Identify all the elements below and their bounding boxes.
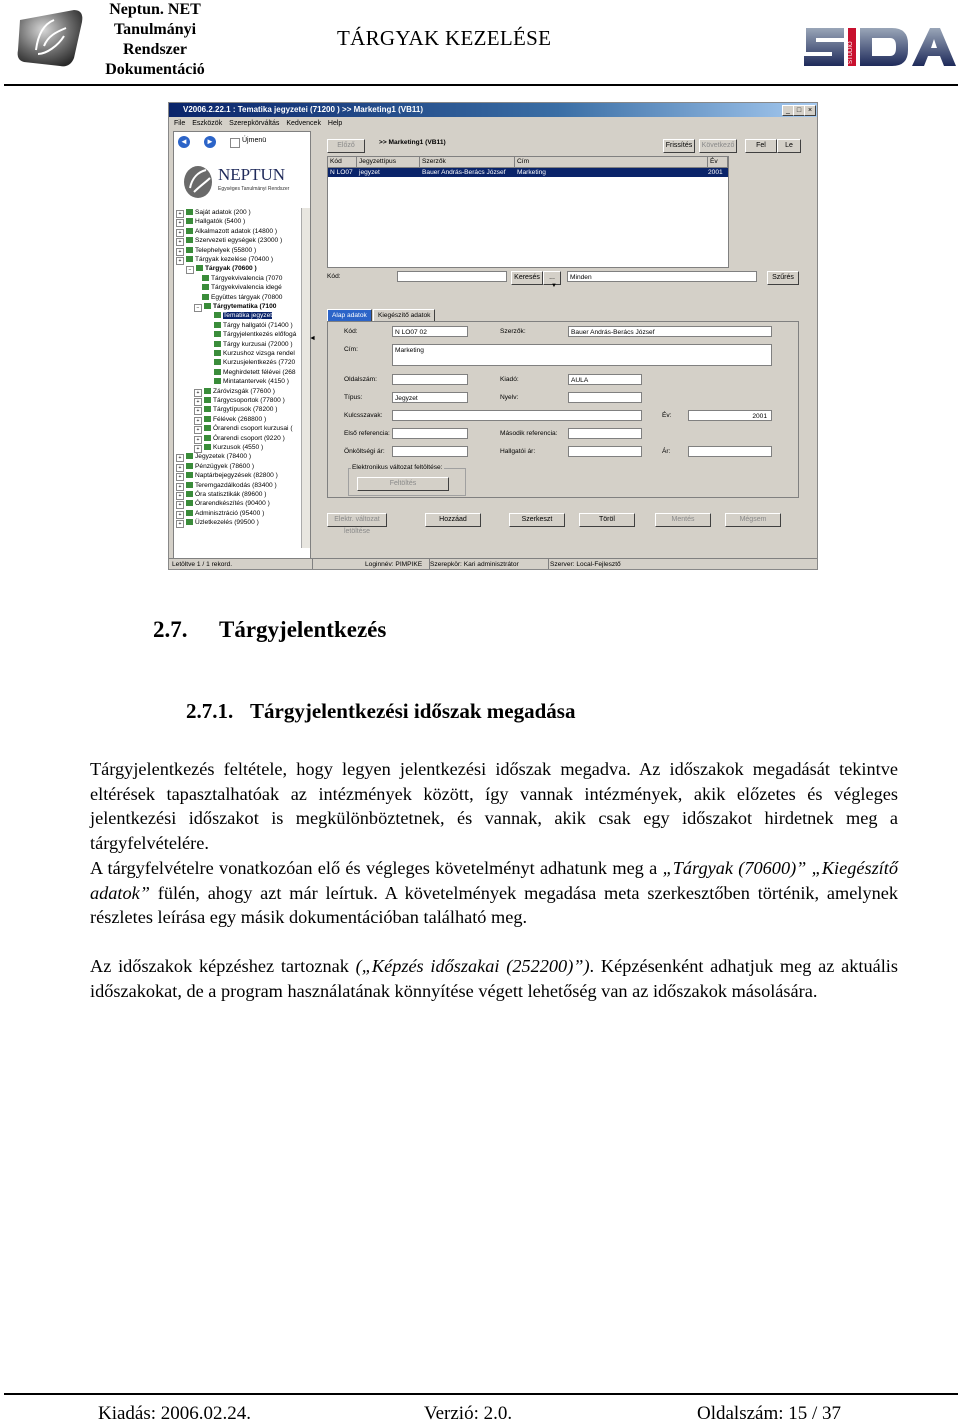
upload-groupbox <box>348 464 466 496</box>
book-icon <box>186 209 193 215</box>
collapse-arrow-icon[interactable]: ▼ <box>551 283 557 289</box>
expand-icon[interactable]: + <box>194 445 202 453</box>
window-titlebar <box>169 103 817 117</box>
menu-bar <box>169 118 817 130</box>
masodik-referencia-label: Második referencia: <box>500 430 558 437</box>
edit-button[interactable]: Szerkeszt <box>509 513 565 527</box>
splitter-arrow-icon[interactable]: ◄ <box>309 335 316 342</box>
footer-kiadas: Kiadás: 2006.02.24. <box>98 1403 252 1424</box>
cell-szerzok: Bauer András-Berács József <box>422 169 506 176</box>
tree-item-label: Tárgyekvivalencia (7070 <box>211 274 283 282</box>
maximize-button[interactable]: □ <box>793 105 805 116</box>
expand-icon[interactable]: + <box>194 436 202 444</box>
app-screenshot <box>169 103 817 569</box>
book-icon <box>204 444 211 450</box>
list-item[interactable] <box>176 518 259 528</box>
tree-item-label: Félévek (268800 ) <box>213 415 267 423</box>
ar-label: Ár: <box>662 448 671 455</box>
search-button[interactable]: Keresés <box>511 271 543 285</box>
hallgatoi-ar-label: Hallgatói ár: <box>500 448 536 455</box>
book-icon <box>202 275 209 281</box>
book-icon <box>186 500 193 506</box>
filter-input[interactable] <box>397 271 507 282</box>
paragraph-3 <box>90 954 898 1003</box>
tree-item-label: Saját adatok (200 ) <box>195 209 251 216</box>
header-line: Dokumentáció <box>105 61 205 78</box>
oldalszam-field[interactable] <box>392 374 468 385</box>
tree-item-label: Órarendkészítés (90400 ) <box>195 500 270 508</box>
collapse-icon[interactable]: − <box>186 266 194 274</box>
status-server: Szerver: Local-Fejlesztő <box>550 561 621 568</box>
paragraph-3-end: . Képzésenként adhatjuk meg az aktuális időszakokat, de a program használatának könnyítése végett lehetőség van az időszakok másolására. <box>90 956 898 1001</box>
new-menu-checkbox[interactable] <box>230 138 240 148</box>
breadcrumb: >> Marketing1 (VB11) <box>379 139 446 146</box>
book-icon <box>186 491 193 497</box>
book-icon <box>186 218 193 224</box>
onkoltsegi-ar-label: Önköltségi ár: <box>344 448 385 455</box>
expand-icon[interactable]: + <box>176 501 184 509</box>
nav-toolbar <box>176 136 306 150</box>
book-icon <box>204 397 211 403</box>
tree-item-label: Tárgyjelentkezés előfogá <box>223 331 297 339</box>
expand-icon[interactable]: + <box>176 473 184 481</box>
down-button[interactable]: Le <box>777 139 801 153</box>
save-button[interactable]: Mentés <box>655 513 711 527</box>
nyelv-select[interactable] <box>568 392 642 403</box>
cim-label: Cím: <box>344 346 358 353</box>
book-icon <box>186 228 193 234</box>
book-icon <box>202 294 209 300</box>
filter-mode-select[interactable]: Minden <box>567 271 757 282</box>
status-records: Letöltve 1 / 1 rekord. <box>169 559 313 569</box>
list-item[interactable] <box>214 340 293 349</box>
tree-item-label: Órarendi csoport (9220 ) <box>213 434 285 442</box>
list-item[interactable] <box>214 368 296 377</box>
expand-icon[interactable]: + <box>176 229 184 237</box>
expand-icon[interactable]: + <box>176 454 184 462</box>
book-icon <box>204 406 211 412</box>
grid-header-szerzok[interactable]: Szerzők <box>420 157 515 168</box>
list-item[interactable] <box>202 283 282 292</box>
expand-icon[interactable]: + <box>176 511 184 519</box>
grid-header-jegyzettipus[interactable]: Jegyzettípus <box>357 157 420 168</box>
menu-help[interactable]: Help <box>327 120 343 127</box>
filter-label: Kód: <box>327 273 341 280</box>
cell-cim: Marketing <box>517 169 546 176</box>
lookup-button[interactable]: ... <box>543 271 561 285</box>
expand-icon[interactable]: + <box>194 389 202 397</box>
paragraph-3-reference: („Képzés időszakai (252200)”) <box>355 956 590 976</box>
kod-label: Kód: <box>344 328 358 335</box>
list-item[interactable] <box>214 349 295 358</box>
tree-item-label: Tárgy hallgatói (71400 ) <box>223 321 293 329</box>
book-icon <box>214 331 221 337</box>
subsection-number: 2.7.1. <box>186 699 234 723</box>
next-button[interactable]: Következő <box>699 139 737 153</box>
header-title: TÁRGYAK KEZELÉSE <box>337 26 552 50</box>
kod-field[interactable]: N LO07 02 <box>392 326 468 337</box>
list-item[interactable] <box>202 293 282 302</box>
tree-item-label: Üzletkezelés (99500 ) <box>195 519 259 527</box>
book-icon <box>214 369 221 375</box>
ev-field[interactable]: 2001 <box>688 410 772 421</box>
nyelv-label: Nyelv: <box>500 394 519 401</box>
section-number: 2.7. <box>153 617 188 642</box>
elso-referencia-label: Első referencia: <box>344 430 390 437</box>
book-icon <box>214 378 221 384</box>
tree-item-label: Kurzushoz vizsga rendel <box>223 350 295 357</box>
cell-kod: N LO07 <box>330 169 353 176</box>
book-icon <box>204 425 211 431</box>
expand-icon[interactable]: + <box>176 492 184 500</box>
list-item[interactable] <box>214 330 296 339</box>
neptun-logo-subtitle: Egységes Tanulmányi Rendszer <box>218 186 290 192</box>
book-icon <box>186 463 193 469</box>
book-icon <box>186 482 193 488</box>
footer-oldalszam: Oldalszám: 15 / 37 <box>697 1403 842 1424</box>
footer-divider <box>4 1393 958 1395</box>
expand-icon[interactable]: + <box>194 417 202 425</box>
tree-item-label: Meghirdetett félévei (268 <box>223 368 296 376</box>
list-item[interactable] <box>214 311 272 320</box>
tree-item-label: Hallgatók (5400 ) <box>195 218 246 226</box>
paragraph-1-text: Tárgyjelentkezés feltétele, hogy legyen jelentkezési időszak megadva. Az időszakok megadását tekintve eltérések tapasztalhatóak az intézmények között, így vannak intézmények, akik előzetes és végleges jelentkezési időszakot is megkülönböztetnek, és vannak, akik csak egy időszakot hirdetnek meg a tárgyfelvételére. <box>90 759 898 853</box>
book-icon <box>214 312 221 318</box>
tab-kiegeszito-adatok[interactable]: Kiegészítő adatok <box>373 309 435 321</box>
forward-arrow-icon[interactable]: ► <box>204 136 216 148</box>
tree-item-label: Teremgazdálkodás (83400 ) <box>195 481 277 489</box>
list-item[interactable] <box>202 274 282 283</box>
tree-item-label: Adminisztráció (95400 ) <box>195 509 265 517</box>
expand-icon[interactable]: + <box>176 257 184 265</box>
download-button[interactable]: Elektr. változat letöltése <box>327 513 387 527</box>
expand-icon[interactable]: + <box>176 219 184 227</box>
menu-file[interactable]: File <box>174 120 186 127</box>
new-menu-label: Újmenü <box>242 137 267 144</box>
tree-item-label: Tárgyak (70600 ) <box>205 265 257 273</box>
section-heading <box>153 617 386 643</box>
filter-button[interactable]: Szűrés <box>767 271 799 285</box>
book-icon <box>186 247 193 253</box>
tree-item-label: Alkalmazott adatok (14800 ) <box>195 227 278 235</box>
oldalszam-label: Oldalszám: <box>344 376 377 383</box>
kiado-field[interactable]: AULA <box>568 374 642 385</box>
expand-icon[interactable]: + <box>176 248 184 256</box>
tree-item-label: Tematika jegyzet <box>223 312 273 320</box>
upload-button[interactable]: Feltöltés <box>357 477 449 491</box>
menu-szerepkorvaltas[interactable]: Szerepkörváltás <box>229 120 280 127</box>
paragraph-1 <box>90 757 898 855</box>
add-button[interactable]: Hozzáad <box>425 513 481 527</box>
hallgatoi-ar-field[interactable] <box>568 446 642 457</box>
sda-studio-logo <box>800 20 956 72</box>
kiado-label: Kiadó: <box>500 376 519 383</box>
neptun-logo-text: NEPTUN <box>218 165 286 184</box>
tree-item-label: Tárgycsoportok (77800 ) <box>213 397 285 404</box>
book-icon <box>204 388 211 394</box>
book-icon <box>214 350 221 356</box>
cancel-button[interactable]: Mégsem <box>725 513 781 527</box>
header-divider <box>4 84 958 86</box>
header-line: Neptun. NET <box>109 1 201 18</box>
book-icon <box>204 435 211 441</box>
subsection-title: Tárgyjelentkezési időszak megadása <box>250 699 576 723</box>
expand-icon[interactable]: + <box>176 483 184 491</box>
tree-item-label: Tárgy kurzusai (72000 ) <box>223 340 293 348</box>
minimize-button[interactable]: _ <box>782 105 794 116</box>
tree-item-label: Órarendi csoport kurzusai ( <box>213 425 293 433</box>
book-icon <box>196 265 203 271</box>
book-icon <box>214 359 221 365</box>
grid-header-kod[interactable]: Kód <box>328 157 357 168</box>
cell-jegyzettipus: jegyzet <box>359 169 380 176</box>
tree-item-label: Tárgyekvivalencia idegé <box>211 284 282 292</box>
subsection-heading <box>186 699 575 724</box>
szerzok-field[interactable]: Bauer András-Berács József <box>568 326 772 337</box>
upload-groupbox-title: Elektronikus változat feltöltése: <box>352 464 443 471</box>
paragraph-2-reference: „Tárgyak (70600)” „Kiegészítő adatok” <box>90 858 898 903</box>
content-pane <box>315 131 813 557</box>
paragraph-2 <box>90 856 898 930</box>
tree-item-label: Pénzügyek (78600 ) <box>195 462 255 470</box>
book-icon <box>186 237 193 243</box>
book-icon <box>204 303 211 309</box>
book-icon <box>202 284 209 290</box>
record-grid <box>327 156 729 268</box>
up-button[interactable]: Fel <box>745 139 777 153</box>
tree-item-label: Tárgytípusok (78200 ) <box>213 406 278 414</box>
status-role: Szerepkör: Kari adminisztrátor <box>427 559 549 569</box>
menu-kedvencek[interactable]: Kedvencek <box>286 120 321 127</box>
book-icon <box>186 510 193 516</box>
expand-icon[interactable]: + <box>194 426 202 434</box>
navigation-pane <box>173 131 311 559</box>
cim-field[interactable]: Marketing <box>392 344 772 366</box>
expand-icon[interactable]: + <box>194 398 202 406</box>
menu-eszkozok[interactable]: Eszközök <box>192 120 223 127</box>
tree-item-label: Mintatantervek (4150 ) <box>223 378 289 386</box>
filter-bar <box>327 269 813 289</box>
szerzok-label: Szerzők: <box>500 328 526 335</box>
tipus-select[interactable]: Jegyzet <box>392 392 468 403</box>
book-icon <box>186 472 193 478</box>
masodik-referencia-field[interactable] <box>568 428 642 439</box>
status-login: Loginnév: PIMPIKE <box>362 559 430 569</box>
sda-studio-label: STUDIO <box>848 41 854 64</box>
refresh-button[interactable]: Frissítés <box>663 139 695 153</box>
book-icon <box>204 416 211 422</box>
tab-alap-adatok[interactable]: Alap adatok <box>327 309 372 321</box>
detail-tabs <box>327 309 797 321</box>
section-title: Tárgyjelentkezés <box>219 617 387 642</box>
tree-item-label: Jegyzetek (78400 ) <box>195 453 252 461</box>
tree-item-label: Kurzusjelentkezés (7720 <box>223 359 296 367</box>
tree-scrollbar[interactable] <box>301 208 310 548</box>
paragraph-2-end: fülén, ahogy azt már leírtuk. A követelmények megadása meta szerkesztőben történik, amelynek részletes leírása egy másik dokumentációban található meg. <box>90 882 898 927</box>
paragraph-2-text <box>90 856 898 930</box>
table-row[interactable] <box>328 168 728 177</box>
tree-item-label: Szervezeti egységek (23000 ) <box>195 237 283 245</box>
footer-verzio: Verzió: 2.0. <box>424 1403 513 1424</box>
expand-icon[interactable]: + <box>194 407 202 415</box>
kulcsszavak-label: Kulcsszavak: <box>344 412 383 419</box>
previous-button[interactable]: Előző <box>327 139 365 153</box>
tree-item-label: Együttes tárgyak (70800 <box>211 293 283 301</box>
detail-form <box>327 321 799 498</box>
expand-icon[interactable]: + <box>176 210 184 218</box>
tree-item-label: Óra statisztikák (89600 ) <box>195 491 267 498</box>
book-icon <box>186 519 193 525</box>
paragraph-3-text <box>90 954 898 1003</box>
ev-label: Év: <box>662 412 672 419</box>
status-bar <box>169 558 817 569</box>
list-item[interactable] <box>214 321 293 330</box>
neptun-emblem-icon <box>14 6 88 70</box>
paragraph-3-start: Az időszakok képzéshez tartoznak <box>90 956 356 976</box>
page-header <box>0 0 960 86</box>
window-title: V2006.2.22.1 : Tematika jegyzetei (71200 ) >> Marketing1 (VB11) <box>183 105 423 114</box>
expand-icon[interactable]: + <box>176 520 184 528</box>
collapse-icon[interactable]: − <box>194 304 202 312</box>
header-line: Rendszer <box>123 41 187 58</box>
elso-referencia-field[interactable] <box>392 428 468 439</box>
list-item[interactable] <box>214 377 289 386</box>
cell-ev: 2001 <box>708 169 723 176</box>
tree-item-label: Telephelyek (55800 ) <box>195 246 257 254</box>
grid-header-ev[interactable]: Év <box>708 157 728 168</box>
tree-item-label: Kurzusok (4550 ) <box>213 444 264 451</box>
tree-item-label: Záróvizsgák (77600 ) <box>213 387 275 395</box>
expand-icon[interactable]: + <box>176 464 184 472</box>
book-icon <box>214 322 221 328</box>
header-doc-label <box>96 0 214 80</box>
ar-field[interactable] <box>688 446 772 457</box>
list-item[interactable] <box>214 358 295 367</box>
grid-header-cim[interactable]: Cím <box>515 157 708 168</box>
kulcsszavak-field[interactable] <box>392 410 642 421</box>
book-icon <box>186 453 193 459</box>
paragraph-2-start: A tárgyfelvételre vonatkozóan elő és végleges követelményt adhatunk meg a <box>90 858 663 878</box>
neptun-logo <box>178 156 306 206</box>
book-icon <box>186 256 193 262</box>
expand-icon[interactable]: + <box>176 238 184 246</box>
tree-item-label: Tárgytematika (7100 <box>213 303 277 310</box>
tree-item-label: Tárgyak kezelése (70400 ) <box>195 256 274 263</box>
onkoltsegi-ar-field[interactable] <box>392 446 468 457</box>
tree-item-label: Naptárbejegyzések (82800 ) <box>195 472 278 480</box>
back-arrow-icon[interactable]: ◄ <box>178 136 190 148</box>
close-window-button[interactable]: × <box>804 105 816 116</box>
delete-button[interactable]: Töröl <box>579 513 635 527</box>
book-icon <box>214 341 221 347</box>
header-line: Tanulmányi <box>113 21 197 38</box>
tipus-label: Típus: <box>344 394 363 401</box>
